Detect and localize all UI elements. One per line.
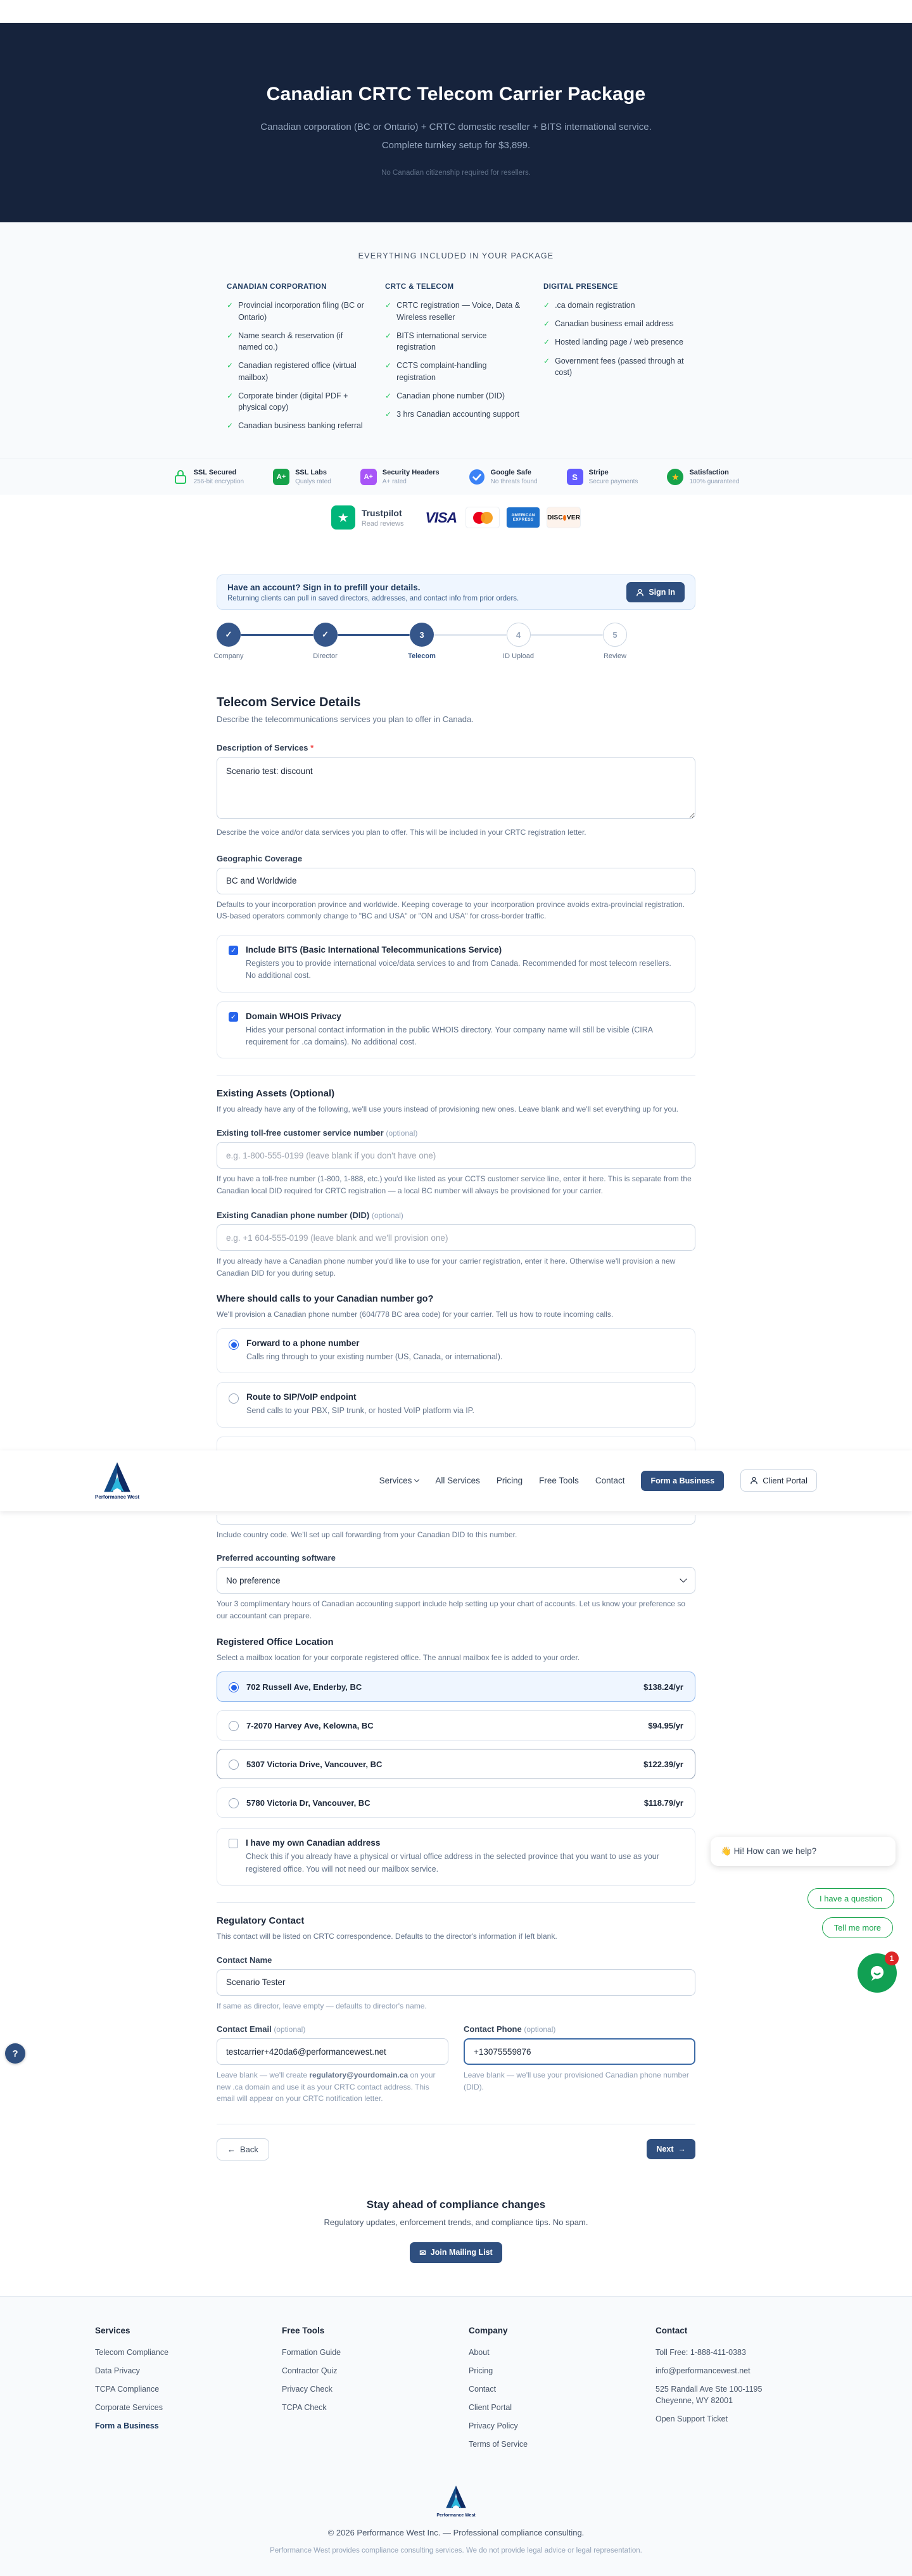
- next-button[interactable]: Next →: [647, 2139, 695, 2159]
- bits-option-card[interactable]: [217, 935, 695, 993]
- footer-link[interactable]: Contact: [469, 2384, 497, 2394]
- did-help: If you already have a Canadian phone number you'd like to use for your carrier registration, enter it here. Otherwise we'll provision a new Canadian DID for you during setup.: [217, 1257, 676, 1278]
- list-item: ✓ CCTS complaint-handling registration: [385, 360, 527, 384]
- office-option-victoria-dr[interactable]: 5780 Victoria Dr, Vancouver, BC $118.79/yr: [217, 1787, 695, 1818]
- check-icon: [385, 300, 391, 324]
- list-item: ✓ Government fees (passed through at cost): [543, 355, 685, 379]
- badge-satisfaction: ★ Satisfaction 100% guaranteed: [667, 469, 739, 485]
- contact-phone-label: Contact Phone (optional): [464, 2024, 556, 2034]
- office-option-kelowna[interactable]: 7-2070 Harvey Ave, Kelowna, BC $94.95/yr: [217, 1710, 695, 1741]
- step-telecom[interactable]: 3 Telecom: [410, 623, 434, 660]
- tollfree-input[interactable]: [217, 1142, 695, 1169]
- contact-email-field: [217, 2024, 448, 2105]
- contact-name-label: Contact Name: [217, 1955, 272, 1965]
- coverage-input[interactable]: [217, 868, 695, 894]
- coverage-label: Geographic Coverage: [217, 853, 303, 863]
- contact-name-help: If same as director, leave empty — defaults to director's name.: [217, 2001, 427, 2010]
- arrow-right-icon: [678, 2145, 687, 2154]
- check-icon: [227, 360, 233, 384]
- wizard-stepper: [213, 623, 627, 661]
- bits-title: Include BITS (Basic International Telecommunications Service): [246, 944, 502, 955]
- footer-link[interactable]: Contractor Quiz: [282, 2366, 338, 2375]
- chat-quick-reply-more[interactable]: Tell me more: [822, 1917, 893, 1938]
- included-section: [0, 222, 912, 459]
- office-price: $138.24/yr: [643, 1682, 683, 1692]
- stripe-icon: S: [567, 469, 583, 485]
- tollfree-help: If you have a toll-free number (1-800, 1-888, etc.) you'd like listed as your CCTS customer service line, enter it here. This is separate from the Canadian local DID required for CRTC registration — a local BC number will always be provisioned for your carrier.: [217, 1174, 692, 1195]
- office-price: $118.79/yr: [643, 1798, 683, 1808]
- footer-col-contact: Contact Toll Free: 1-888-411-0383 info@performancewest.net 525 Randall Ave Ste 100-1195 Cheyenne, WY 82001 Open Support Ticket: [656, 2326, 817, 2458]
- office-radio[interactable]: [229, 1760, 239, 1770]
- contact-name-input[interactable]: [217, 1969, 695, 1996]
- list-item: ✓ BITS international service registration: [385, 330, 527, 354]
- existing-assets-desc: If you already have any of the following, we'll use yours instead of provisioning new ones. Leave blank and we'll set everything up for you.: [217, 1105, 679, 1114]
- signin-subtitle: Returning clients can pull in saved directors, addresses, and contact info from prior orders.: [227, 594, 519, 602]
- office-price: $122.39/yr: [643, 1759, 683, 1769]
- list-item: ✓ Canadian business email address: [543, 318, 685, 330]
- step-done-icon: ✓: [314, 623, 338, 647]
- forward-number-help: Include country code. We'll set up call forwarding from your Canadian DID to this number.: [217, 1530, 517, 1539]
- column-header: CRTC & TELECOM: [385, 283, 454, 291]
- list-item: ✓ Canadian registered office (virtual mailbox): [227, 360, 369, 384]
- visa-logo: VISA: [425, 509, 457, 526]
- nav-services[interactable]: Services: [379, 1476, 419, 1485]
- own-address-card[interactable]: I have my own Canadian address Check this if you already have a physical or virtual office address in the selected province that you want to use as your registered office. You will not need our mailbox service.: [217, 1828, 695, 1886]
- included-column-corporation: [227, 283, 369, 438]
- included-grid: [227, 283, 685, 438]
- bits-desc: Registers you to provide international voice/data services to and from Canada. Recommended for most telecom resellers. No additional cost.: [246, 958, 671, 980]
- trustpilot-widget[interactable]: ★ Trustpilot Read reviews: [331, 505, 404, 530]
- forward-radio[interactable]: [229, 1340, 239, 1350]
- footer-address-line2: Cheyenne, WY 82001: [656, 2395, 733, 2405]
- list-item: ✓ Provincial incorporation filing (BC or Ontario): [227, 300, 369, 324]
- step-connector: [531, 634, 604, 636]
- routing-option-sip[interactable]: Route to SIP/VoIP endpoint Send calls to your PBX, SIP trunk, or hosted VoIP platform via IP.: [217, 1382, 695, 1427]
- accounting-label: Preferred accounting software: [217, 1553, 336, 1563]
- site-navbar: [0, 1450, 912, 1511]
- list-item: ✓ CRTC registration — Voice, Data & Wireless reseller: [385, 300, 527, 324]
- footer-support-ticket[interactable]: Open Support Ticket: [656, 2414, 728, 2423]
- office-desc: Select a mailbox location for your corporate registered office. The annual mailbox fee is added to your order.: [217, 1653, 580, 1662]
- routing-desc: We'll provision a Canadian phone number (604/778 BC area code) for your carrier. Tell us how to route incoming calls.: [217, 1310, 614, 1319]
- footer-col-services: Services Telecom Compliance Data Privacy TCPA Compliance Corporate Services Form a Business: [95, 2326, 256, 2458]
- did-label: Existing Canadian phone number (DID) (optional): [217, 1210, 403, 1221]
- accounting-select[interactable]: No preference: [217, 1567, 695, 1594]
- footer-email[interactable]: info@performancewest.net: [656, 2366, 750, 2375]
- footer-disclaimer: Performance West provides compliance consulting services. We do not provide legal advice or legal representation.: [270, 2546, 642, 2554]
- contact-phone-field: [464, 2024, 695, 2105]
- wizard-nav-buttons: [217, 2138, 695, 2160]
- check-icon: [543, 355, 550, 379]
- contact-phone-input[interactable]: [464, 2038, 695, 2065]
- chat-quick-reply-question[interactable]: I have a question: [808, 1888, 894, 1909]
- footer-copyright: © 2026 Performance West Inc. — Professional compliance consulting.: [327, 2527, 585, 2537]
- hero-subtitle: Canadian corporation (BC or Ontario) + CRTC domestic reseller + BITS international service. Complete turnkey setup for $3,899.: [260, 122, 652, 151]
- tollfree-label: Existing toll-free customer service number (optional): [217, 1128, 418, 1138]
- lock-icon: [173, 469, 188, 485]
- footer-address-line1: 525 Randall Ave Ste 100-1195: [656, 2384, 763, 2394]
- regulatory-desc: This contact will be listed on CRTC correspondence. Defaults to the director's information if left blank.: [217, 1931, 557, 1941]
- back-button[interactable]: ← Back: [217, 2138, 269, 2160]
- step-number: 3: [410, 623, 434, 647]
- whois-checkbox[interactable]: ✓: [229, 1012, 238, 1022]
- wave-icon: 👋: [721, 1846, 732, 1856]
- footer-link[interactable]: TCPA Compliance: [95, 2384, 160, 2394]
- form-subheading: Describe the telecommunications services you plan to offer in Canada.: [217, 714, 474, 725]
- contact-email-input[interactable]: [217, 2038, 448, 2065]
- cutoff-input-bottom[interactable]: [217, 1515, 695, 1525]
- footer-phone[interactable]: Toll Free: 1-888-411-0383: [656, 2347, 746, 2357]
- chevron-down-icon: [414, 1477, 419, 1482]
- badge-ssl-secured: SSL Secured 256-bit encryption: [173, 469, 244, 485]
- footer-link[interactable]: Privacy Check: [282, 2384, 332, 2394]
- check-icon: [543, 300, 550, 312]
- column-header: CANADIAN CORPORATION: [227, 283, 327, 291]
- form-heading: Telecom Service Details: [217, 695, 361, 710]
- badge-google-safe: Google Safe No threats found: [469, 469, 538, 485]
- star-icon: ★: [667, 469, 683, 485]
- office-radio[interactable]: [229, 1682, 239, 1692]
- coverage-help: Defaults to your incorporation province and worldwide. Keeping coverage to your incorporation province avoids extra-provincial registration. US-based operators commonly change to "BC and USA" or "ON and USA" for cross-border traffic.: [217, 899, 685, 921]
- chevron-down-icon: [680, 1576, 687, 1583]
- check-icon: [385, 409, 391, 421]
- performance-west-logo-icon: [443, 2485, 469, 2509]
- footer-col-free-tools: Free Tools Formation Guide Contractor Quiz Privacy Check TCPA Check: [282, 2326, 443, 2458]
- payments-band: [0, 495, 912, 542]
- brand-name: Performance West: [95, 1494, 140, 1501]
- check-icon: [543, 336, 550, 348]
- step-director[interactable]: ✓ Director: [314, 623, 338, 660]
- badge-ssl-labs: A+ SSL Labs Qualys rated: [273, 469, 331, 485]
- grade-icon: A+: [273, 469, 289, 485]
- nav-pricing[interactable]: Pricing: [496, 1476, 523, 1486]
- existing-assets-heading: Existing Assets (Optional): [217, 1088, 335, 1100]
- contact-email-help: Leave blank — we'll create regulatory@yourdomain.ca on your new .ca domain and use it as your CRTC contact address. This email will appear on your CRTC notification letter.: [217, 2071, 436, 2103]
- bits-checkbox[interactable]: ✓: [229, 946, 238, 955]
- hero-note: No Canadian citizenship required for resellers.: [381, 168, 531, 177]
- sip-radio[interactable]: [229, 1393, 239, 1404]
- description-textarea[interactable]: [217, 757, 695, 819]
- footer-logo: [0, 2485, 912, 2518]
- step-number: 4: [507, 623, 531, 647]
- description-help: Describe the voice and/or data services you plan to offer. This will be included in your CRTC registration letter.: [217, 828, 586, 837]
- nav-all-services[interactable]: All Services: [435, 1476, 480, 1486]
- office-option-victoria-drive[interactable]: 5307 Victoria Drive, Vancouver, BC $122.39/yr: [217, 1749, 695, 1779]
- person-icon: [750, 1476, 758, 1485]
- footer-link[interactable]: Corporate Services: [95, 2402, 163, 2412]
- check-circle-icon: [469, 469, 485, 485]
- check-icon: [543, 318, 550, 330]
- list-item: ✓ Corporate binder (digital PDF + physical copy): [227, 390, 369, 414]
- step-connector: [434, 634, 507, 636]
- check-icon: [385, 390, 391, 402]
- footer-link[interactable]: Formation Guide: [282, 2347, 341, 2357]
- page-title: Canadian CRTC Telecom Carrier Package: [266, 84, 646, 105]
- client-portal-button[interactable]: Client Portal: [740, 1469, 817, 1492]
- regulatory-heading: Regulatory Contact: [217, 1915, 305, 1926]
- contact-phone-help: Leave blank — we'll use your provisioned Canadian phone number (DID).: [464, 2071, 689, 2091]
- chat-unread-badge: 1: [885, 1951, 899, 1965]
- footer-col-company: Company About Pricing Contact Client Portal Privacy Policy Terms of Service: [469, 2326, 630, 2458]
- whois-option-card[interactable]: [217, 1001, 695, 1059]
- trustpilot-star-icon: ★: [331, 505, 355, 530]
- office-option-enderby[interactable]: 702 Russell Ave, Enderby, BC $138.24/yr: [217, 1672, 695, 1702]
- brand-logo[interactable]: [95, 1461, 139, 1500]
- badge-stripe: S Stripe Secure payments: [567, 469, 638, 485]
- included-column-digital: [543, 283, 685, 438]
- step-connector: [241, 634, 314, 636]
- own-address-checkbox[interactable]: [229, 1839, 238, 1848]
- whois-desc: Hides your personal contact information in the public WHOIS directory. Your company name will still be visible (CIRA requirement for .ca domains). No additional cost.: [246, 1025, 653, 1047]
- mailing-heading: Stay ahead of compliance changes: [366, 2198, 546, 2211]
- office-heading: Registered Office Location: [217, 1637, 334, 1647]
- chat-launcher-button[interactable]: [858, 1953, 897, 1993]
- trust-badges-band: [0, 459, 912, 495]
- form-a-business-button[interactable]: Form a Business: [641, 1471, 724, 1491]
- signin-title: Have an account? Sign in to prefill your details.: [227, 582, 421, 592]
- discover-logo: DISC VER: [547, 507, 581, 528]
- step-number: 5: [603, 623, 627, 647]
- column-header: DIGITAL PRESENCE: [543, 283, 618, 291]
- amex-logo: AMERICAN EXPRESS: [506, 507, 540, 528]
- help-button[interactable]: ?: [5, 2043, 25, 2064]
- footer-link[interactable]: Telecom Compliance: [95, 2347, 169, 2357]
- footer-link[interactable]: Client Portal: [469, 2402, 512, 2412]
- list-item: ✓ 3 hrs Canadian accounting support: [385, 409, 527, 421]
- office-price: $94.95/yr: [648, 1720, 683, 1730]
- check-icon: [227, 300, 233, 324]
- mail-icon: [419, 2248, 426, 2257]
- footer-link[interactable]: About: [469, 2347, 490, 2357]
- footer-link-form-a-business[interactable]: Form a Business: [95, 2421, 159, 2430]
- required-asterisk: *: [310, 743, 314, 753]
- chat-greeting-bubble: 👋 Hi! How can we help?: [711, 1837, 896, 1866]
- list-item: ✓ Hosted landing page / web presence: [543, 336, 685, 348]
- included-title: EVERYTHING INCLUDED IN YOUR PACKAGE: [358, 251, 554, 260]
- divider: [217, 1902, 695, 1903]
- did-input[interactable]: [217, 1224, 695, 1251]
- footer-link[interactable]: Pricing: [469, 2366, 493, 2375]
- check-icon: [385, 360, 391, 384]
- list-item: ✓ .ca domain registration: [543, 300, 685, 312]
- office-radio[interactable]: [229, 1798, 239, 1808]
- mailing-section: [217, 2198, 695, 2296]
- list-item: ✓ Canadian business banking referral: [227, 420, 369, 432]
- performance-west-logo-icon: [101, 1461, 134, 1493]
- check-icon: [227, 420, 233, 432]
- sign-in-button[interactable]: Sign In: [626, 582, 685, 602]
- description-label: Description of Services *: [217, 743, 314, 753]
- contact-email-label: Contact Email (optional): [217, 2024, 306, 2034]
- join-mailing-list-button[interactable]: ✉ Join Mailing List: [410, 2242, 502, 2263]
- step-done-icon: ✓: [217, 623, 241, 647]
- hero-banner: [0, 23, 912, 222]
- routing-heading: Where should calls to your Canadian number go?: [217, 1294, 434, 1305]
- cutoff-card-top: [217, 1437, 695, 1450]
- routing-option-forward[interactable]: Forward to a phone number Calls ring through to your existing number (US, Canada, or international).: [217, 1328, 695, 1373]
- person-icon: [636, 588, 644, 597]
- office-radio[interactable]: [229, 1721, 239, 1731]
- footer-link[interactable]: TCPA Check: [282, 2402, 327, 2412]
- check-icon: [385, 330, 391, 354]
- grade-icon: A+: [360, 469, 377, 485]
- footer-brand-name: Performance West: [436, 2513, 476, 2518]
- check-icon: [227, 330, 233, 354]
- included-column-telecom: [385, 283, 527, 438]
- badge-security-headers: A+ Security Headers A+ rated: [360, 469, 440, 485]
- check-icon: [227, 390, 233, 414]
- footer-link[interactable]: Privacy Policy: [469, 2421, 518, 2430]
- step-review[interactable]: 5 Review: [603, 623, 627, 660]
- site-footer: [0, 2296, 912, 2576]
- footer-link[interactable]: Data Privacy: [95, 2366, 140, 2375]
- mailing-sub: Regulatory updates, enforcement trends, and compliance tips. No spam.: [324, 2217, 588, 2227]
- signin-banner: [217, 574, 695, 610]
- nav-contact[interactable]: Contact: [595, 1476, 625, 1486]
- step-connector: [338, 634, 410, 636]
- list-item: ✓ Canadian phone number (DID): [385, 390, 527, 402]
- mastercard-logo: [466, 507, 500, 528]
- footer-link[interactable]: Terms of Service: [469, 2439, 528, 2449]
- step-company[interactable]: ✓ Company: [217, 623, 241, 660]
- step-id-upload[interactable]: 4 ID Upload: [507, 623, 531, 660]
- chat-bubble-icon: [866, 1962, 888, 1984]
- arrow-left-icon: [227, 2145, 236, 2154]
- accounting-help: Your 3 complimentary hours of Canadian accounting support include help setting up your chart of accounts. Let us know your preference so our accountant can prepare.: [217, 1599, 685, 1620]
- payment-methods: [425, 507, 581, 528]
- nav-free-tools[interactable]: Free Tools: [539, 1476, 579, 1486]
- list-item: ✓ Name search & reservation (if named co.): [227, 330, 369, 354]
- whois-title: Domain WHOIS Privacy: [246, 1011, 341, 1021]
